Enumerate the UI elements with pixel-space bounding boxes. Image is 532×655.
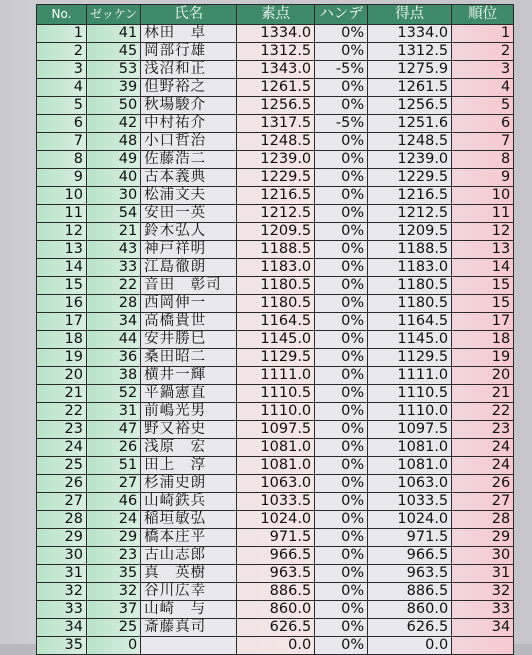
cell-zekken: 25 [87,619,141,637]
cell-score: 1024.0 [368,511,452,529]
cell-score: 860.0 [368,601,452,619]
cell-zekken: 41 [87,25,141,43]
cell-zekken: 36 [87,349,141,367]
cell-name: 佐藤浩二 [141,151,237,169]
cell-raw: 1209.5 [237,223,315,241]
cell-score: 1261.5 [368,79,452,97]
cell-rank: 18 [452,331,514,349]
cell-handicap: 0% [315,331,368,349]
cell-zekken: 22 [87,277,141,295]
cell-zekken: 51 [87,457,141,475]
table-row [37,547,514,565]
cell-name: 浅沼和正 [141,61,237,79]
cell-handicap: 0% [315,403,368,421]
cell-name: 山崎鉄兵 [141,493,237,511]
cell-score: 1110.5 [368,385,452,403]
table-row [37,187,514,205]
cell-zekken: 37 [87,601,141,619]
cell-rank: 8 [452,151,514,169]
cell-zekken: 49 [87,151,141,169]
cell-no: 35 [37,637,87,655]
cell-no: 14 [37,259,87,277]
cell-score: 1239.0 [368,151,452,169]
cell-rank: 22 [452,403,514,421]
cell-no: 10 [37,187,87,205]
cell-raw: 1239.0 [237,151,315,169]
cell-no: 28 [37,511,87,529]
cell-rank: 26 [452,475,514,493]
cell-score: 963.5 [368,565,452,583]
cell-rank: 13 [452,241,514,259]
cell-score: 0.0 [368,637,452,655]
cell-handicap: 0% [315,565,368,583]
cell-name: 小口哲治 [141,133,237,151]
cell-no: 7 [37,133,87,151]
cell-rank: 31 [452,565,514,583]
cell-score: 1081.0 [368,439,452,457]
cell-handicap: 0% [315,313,368,331]
table-row [37,223,514,241]
cell-no: 25 [37,457,87,475]
cell-zekken: 44 [87,331,141,349]
table-row [37,439,514,457]
cell-zekken: 33 [87,259,141,277]
cell-no: 11 [37,205,87,223]
cell-no: 21 [37,385,87,403]
cell-rank: 23 [452,421,514,439]
cell-no: 27 [37,493,87,511]
cell-raw: 1024.0 [237,511,315,529]
cell-no: 6 [37,115,87,133]
cell-raw: 1261.5 [237,79,315,97]
header-no: No. [37,5,87,25]
cell-raw: 626.5 [237,619,315,637]
cell-score: 1180.5 [368,295,452,313]
table-row [37,367,514,385]
cell-handicap: 0% [315,241,368,259]
cell-zekken: 43 [87,241,141,259]
cell-rank: 9 [452,169,514,187]
cell-raw: 1248.5 [237,133,315,151]
cell-no: 5 [37,97,87,115]
cell-handicap: 0% [315,583,368,601]
cell-handicap: 0% [315,295,368,313]
cell-raw: 1212.5 [237,205,315,223]
cell-handicap: 0% [315,457,368,475]
cell-raw: 1183.0 [237,259,315,277]
table-row [37,331,514,349]
cell-rank: 11 [452,205,514,223]
cell-name: 安田一英 [141,205,237,223]
header-name: 氏名 [141,5,237,25]
cell-handicap: 0% [315,259,368,277]
cell-rank: 21 [452,385,514,403]
cell-rank: 17 [452,313,514,331]
cell-no: 20 [37,367,87,385]
table-row [37,583,514,601]
cell-name: 秋場駿介 [141,97,237,115]
cell-handicap: 0% [315,43,368,61]
cell-rank: 34 [452,619,514,637]
cell-name: 岡部行雄 [141,43,237,61]
cell-rank: 33 [452,601,514,619]
table-row [37,277,514,295]
cell-zekken: 47 [87,421,141,439]
cell-raw: 1129.5 [237,349,315,367]
cell-no: 13 [37,241,87,259]
cell-raw: 971.5 [237,529,315,547]
cell-score: 1212.5 [368,205,452,223]
table-row [37,205,514,223]
cell-rank: 24 [452,439,514,457]
cell-no: 29 [37,529,87,547]
cell-raw: 1312.5 [237,43,315,61]
cell-score: 1111.0 [368,367,452,385]
cell-no: 9 [37,169,87,187]
cell-name: 林田 卓 [141,25,237,43]
header-row [37,5,514,25]
table-row [37,349,514,367]
cell-rank: 2 [452,43,514,61]
header-raw-score: 素点 [237,5,315,25]
cell-name: 田上 淳 [141,457,237,475]
cell-score: 1180.5 [368,277,452,295]
cell-rank: 5 [452,97,514,115]
table-row [37,511,514,529]
table-row [37,25,514,43]
header-handicap: ハンデ [315,5,368,25]
table-row [37,403,514,421]
cell-raw: 963.5 [237,565,315,583]
cell-rank: 3 [452,61,514,79]
cell-no: 18 [37,331,87,349]
table-row [37,313,514,331]
table-row [37,43,514,61]
cell-handicap: 0% [315,619,368,637]
cell-zekken: 46 [87,493,141,511]
cell-raw: 1256.5 [237,97,315,115]
cell-name: 鈴木弘人 [141,223,237,241]
cell-name: 斎藤真司 [141,619,237,637]
cell-zekken: 24 [87,511,141,529]
cell-handicap: -5% [315,115,368,133]
cell-score: 1110.0 [368,403,452,421]
header-zekken: ゼッケン [87,5,141,25]
cell-rank: 15 [452,277,514,295]
results-table [36,4,514,655]
cell-name: 西岡伸一 [141,295,237,313]
cell-no: 15 [37,277,87,295]
cell-rank: 27 [452,493,514,511]
cell-no: 26 [37,475,87,493]
cell-rank: 14 [452,259,514,277]
cell-handicap: 0% [315,367,368,385]
cell-handicap: 0% [315,547,368,565]
cell-rank [452,637,514,655]
table-row [37,61,514,79]
cell-score: 1145.0 [368,331,452,349]
cell-rank: 30 [452,547,514,565]
cell-handicap: 0% [315,205,368,223]
cell-handicap: -5% [315,61,368,79]
cell-score: 1248.5 [368,133,452,151]
cell-name: 江島徹朗 [141,259,237,277]
cell-score: 1097.5 [368,421,452,439]
cell-score: 886.5 [368,583,452,601]
header-rank: 順位 [452,5,514,25]
table-row [37,115,514,133]
cell-no: 8 [37,151,87,169]
cell-zekken: 21 [87,223,141,241]
cell-no: 12 [37,223,87,241]
table-row [37,529,514,547]
cell-rank: 19 [452,349,514,367]
cell-zekken: 31 [87,403,141,421]
cell-zekken: 30 [87,187,141,205]
table-row [37,241,514,259]
cell-zekken: 54 [87,205,141,223]
cell-raw: 1229.5 [237,169,315,187]
cell-rank: 7 [452,133,514,151]
table-row [37,295,514,313]
cell-no: 24 [37,439,87,457]
table-row [37,565,514,583]
cell-handicap: 0% [315,421,368,439]
cell-zekken: 34 [87,313,141,331]
cell-name: 山崎 与 [141,601,237,619]
cell-name: 谷川広幸 [141,583,237,601]
cell-no: 34 [37,619,87,637]
cell-zekken: 35 [87,565,141,583]
cell-name: 前嶋光男 [141,403,237,421]
cell-no: 2 [37,43,87,61]
cell-raw: 1216.5 [237,187,315,205]
cell-raw: 1081.0 [237,457,315,475]
cell-raw: 966.5 [237,547,315,565]
cell-name: 真 英樹 [141,565,237,583]
cell-rank: 32 [452,583,514,601]
cell-raw: 1188.5 [237,241,315,259]
cell-rank: 10 [452,187,514,205]
cell-raw: 1343.0 [237,61,315,79]
table-row [37,421,514,439]
cell-score: 1251.6 [368,115,452,133]
cell-raw: 1081.0 [237,439,315,457]
cell-no: 22 [37,403,87,421]
cell-zekken: 42 [87,115,141,133]
cell-zekken: 38 [87,367,141,385]
cell-zekken: 28 [87,295,141,313]
cell-rank: 24 [452,457,514,475]
cell-rank: 20 [452,367,514,385]
cell-handicap: 0% [315,511,368,529]
cell-handicap: 0% [315,529,368,547]
cell-handicap: 0% [315,475,368,493]
cell-name: 古本義典 [141,169,237,187]
cell-raw: 0.0 [237,637,315,655]
cell-name: 安井勝巳 [141,331,237,349]
cell-handicap: 0% [315,25,368,43]
cell-handicap: 0% [315,223,368,241]
cell-raw: 1110.5 [237,385,315,403]
table-row [37,169,514,187]
cell-handicap: 0% [315,97,368,115]
cell-rank: 4 [452,79,514,97]
header-score: 得点 [368,5,452,25]
cell-rank: 12 [452,223,514,241]
table-row [37,475,514,493]
cell-name: 高橋貴世 [141,313,237,331]
cell-score: 1312.5 [368,43,452,61]
cell-raw: 1111.0 [237,367,315,385]
cell-score: 1063.0 [368,475,452,493]
cell-score: 1209.5 [368,223,452,241]
cell-handicap: 0% [315,439,368,457]
cell-zekken: 52 [87,385,141,403]
cell-handicap: 0% [315,151,368,169]
cell-score: 1129.5 [368,349,452,367]
cell-name: 古山志郎 [141,547,237,565]
cell-raw: 1033.5 [237,493,315,511]
cell-score: 1229.5 [368,169,452,187]
cell-score: 966.5 [368,547,452,565]
cell-handicap: 0% [315,637,368,655]
cell-raw: 1097.5 [237,421,315,439]
table-row [37,385,514,403]
table-row [37,637,514,655]
cell-handicap: 0% [315,187,368,205]
cell-handicap: 0% [315,385,368,403]
cell-score: 1216.5 [368,187,452,205]
cell-rank: 29 [452,529,514,547]
cell-name: 松浦文夫 [141,187,237,205]
cell-no: 32 [37,583,87,601]
cell-no: 4 [37,79,87,97]
cell-raw: 1145.0 [237,331,315,349]
cell-score: 1183.0 [368,259,452,277]
cell-name: 浅原 宏 [141,439,237,457]
table-row [37,79,514,97]
cell-score: 1256.5 [368,97,452,115]
table-row [37,619,514,637]
cell-no: 33 [37,601,87,619]
cell-zekken: 0 [87,637,141,655]
cell-raw: 1180.5 [237,295,315,313]
table-row [37,493,514,511]
cell-name: 中村祐介 [141,115,237,133]
cell-score: 1081.0 [368,457,452,475]
table-row [37,133,514,151]
cell-raw: 860.0 [237,601,315,619]
cell-score: 1033.5 [368,493,452,511]
cell-handicap: 0% [315,601,368,619]
table-row [37,259,514,277]
cell-name: 杉浦史朗 [141,475,237,493]
cell-no: 31 [37,565,87,583]
cell-zekken: 23 [87,547,141,565]
cell-zekken: 32 [87,583,141,601]
cell-zekken: 45 [87,43,141,61]
cell-handicap: 0% [315,169,368,187]
table-row [37,151,514,169]
cell-zekken: 39 [87,79,141,97]
table-row [37,601,514,619]
cell-raw: 1063.0 [237,475,315,493]
cell-no: 3 [37,61,87,79]
cell-name: 野又裕史 [141,421,237,439]
cell-score: 1164.5 [368,313,452,331]
cell-no: 23 [37,421,87,439]
cell-name: 平鍋憲直 [141,385,237,403]
cell-name: 橋本庄平 [141,529,237,547]
cell-score: 626.5 [368,619,452,637]
cell-rank: 6 [452,115,514,133]
cell-no: 30 [37,547,87,565]
table-row [37,457,514,475]
cell-name: 神戸祥明 [141,241,237,259]
cell-name: 稲垣敏弘 [141,511,237,529]
cell-raw: 1110.0 [237,403,315,421]
cell-raw: 1164.5 [237,313,315,331]
cell-no: 16 [37,295,87,313]
cell-zekken: 40 [87,169,141,187]
cell-zekken: 50 [87,97,141,115]
cell-raw: 1334.0 [237,25,315,43]
cell-zekken: 26 [87,439,141,457]
cell-score: 971.5 [368,529,452,547]
cell-raw: 1317.5 [237,115,315,133]
table-row [37,97,514,115]
cell-zekken: 27 [87,475,141,493]
cell-name: 桑田昭二 [141,349,237,367]
cell-rank: 15 [452,295,514,313]
cell-name [141,637,237,655]
cell-name: 音田 彰司 [141,277,237,295]
cell-zekken: 48 [87,133,141,151]
cell-no: 19 [37,349,87,367]
cell-name: 横井一輝 [141,367,237,385]
cell-raw: 1180.5 [237,277,315,295]
cell-name: 但野裕之 [141,79,237,97]
cell-handicap: 0% [315,493,368,511]
cell-score: 1334.0 [368,25,452,43]
cell-handicap: 0% [315,277,368,295]
cell-zekken: 53 [87,61,141,79]
cell-score: 1275.9 [368,61,452,79]
cell-rank: 28 [452,511,514,529]
cell-zekken: 29 [87,529,141,547]
cell-no: 17 [37,313,87,331]
table-body [37,25,514,655]
cell-score: 1188.5 [368,241,452,259]
cell-no: 1 [37,25,87,43]
cell-handicap: 0% [315,349,368,367]
cell-rank: 1 [452,25,514,43]
cell-handicap: 0% [315,79,368,97]
cell-raw: 886.5 [237,583,315,601]
cell-handicap: 0% [315,133,368,151]
